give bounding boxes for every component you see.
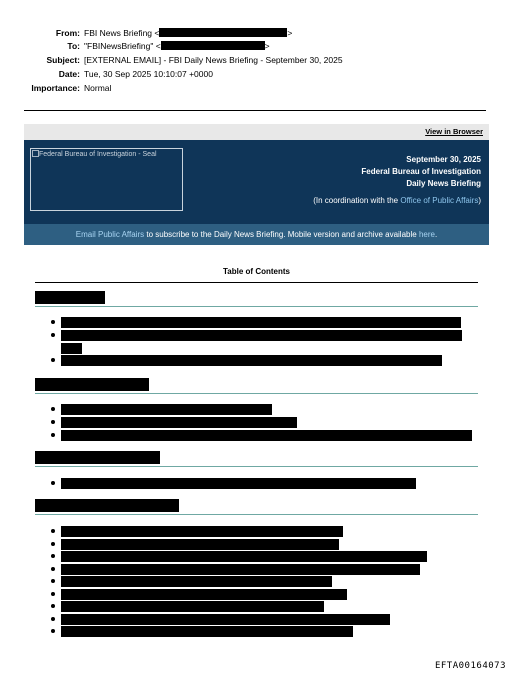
redacted-toc-item[interactable]: [61, 551, 427, 562]
toc-divider: [35, 282, 478, 283]
to-label: To:: [67, 41, 80, 51]
subscribe-bar: [24, 224, 489, 245]
subject-value: [EXTERNAL EMAIL] - FBI Daily News Briefing - September 30, 2025: [84, 55, 343, 65]
bullet-icon: [51, 320, 55, 324]
bullet-icon: [51, 604, 55, 608]
section-divider: [35, 466, 478, 467]
bullet-icon: [51, 433, 55, 437]
bullet-icon: [51, 358, 55, 362]
from-label: From:: [55, 28, 80, 38]
bullet-icon: [51, 567, 55, 571]
section-divider: [35, 514, 478, 515]
to-close: >: [264, 41, 270, 51]
bullet-icon: [51, 629, 55, 633]
bullet-icon: [51, 420, 55, 424]
redacted-toc-item[interactable]: [61, 564, 420, 575]
redacted-toc-item[interactable]: [61, 614, 390, 625]
redacted-toc-item[interactable]: [61, 626, 353, 637]
redacted-toc-item[interactable]: [61, 430, 472, 441]
bullet-icon: [51, 592, 55, 596]
redacted-toc-item[interactable]: [61, 355, 442, 366]
redacted-section-heading: [35, 378, 149, 391]
subscribe-end: .: [434, 230, 438, 239]
redaction-block: [161, 41, 265, 50]
importance-value: Normal: [84, 83, 112, 93]
redaction-block: [159, 28, 287, 37]
briefing-banner: [24, 140, 489, 224]
banner-coordination: [313, 196, 481, 205]
redacted-toc-item[interactable]: [61, 478, 416, 489]
date-value: Tue, 30 Sep 2025 10:10:07 +0000: [84, 69, 213, 79]
coord-suffix: ): [478, 196, 481, 205]
banner-date: September 30, 2025: [406, 155, 481, 164]
redacted-section-heading: [35, 499, 179, 512]
document-id: EFTA00164073: [434, 661, 506, 671]
redacted-toc-item[interactable]: [61, 589, 347, 600]
toc-title: Table of Contents: [223, 267, 290, 276]
bullet-icon: [51, 542, 55, 546]
banner-briefing: Daily News Briefing: [406, 179, 481, 188]
redacted-section-heading: [35, 291, 105, 304]
fbi-seal-image: [30, 148, 183, 211]
bullet-icon: [51, 617, 55, 621]
redacted-toc-item[interactable]: [61, 330, 462, 341]
redacted-toc-item[interactable]: [61, 404, 272, 415]
view-in-browser-bar: [24, 124, 489, 140]
view-in-browser-link[interactable]: View in Browser: [425, 127, 483, 136]
bullet-icon: [51, 481, 55, 485]
bullet-icon: [51, 554, 55, 558]
office-public-affairs-link[interactable]: Office of Public Affairs: [400, 196, 479, 205]
header-divider: [24, 110, 486, 111]
bullet-icon: [51, 529, 55, 533]
broken-image-icon: [32, 150, 172, 159]
redacted-toc-item[interactable]: [61, 601, 324, 612]
coord-prefix: (In coordination with the: [313, 196, 401, 205]
banner-org: Federal Bureau of Investigation: [361, 167, 481, 176]
redacted-toc-item-wrap: [61, 343, 82, 354]
subject-label: Subject:: [46, 55, 80, 65]
redacted-section-heading: [35, 451, 160, 464]
importance-label: Importance:: [31, 83, 80, 93]
bullet-icon: [51, 407, 55, 411]
date-label: Date:: [58, 69, 80, 79]
archive-here-link[interactable]: here: [418, 230, 435, 239]
bullet-icon: [51, 333, 55, 337]
redacted-toc-item[interactable]: [61, 576, 332, 587]
redacted-toc-item[interactable]: [61, 526, 343, 537]
from-value: FBI News Briefing <: [84, 28, 160, 38]
redacted-toc-item[interactable]: [61, 317, 461, 328]
from-close: >: [287, 28, 293, 38]
section-divider: [35, 393, 478, 394]
redacted-toc-item[interactable]: [61, 417, 297, 428]
to-value: "FBINewsBriefing" <: [84, 41, 161, 51]
subscribe-text: to subscribe to the Daily News Briefing. Mobile version and archive available: [144, 230, 419, 239]
redacted-toc-item[interactable]: [61, 539, 339, 550]
section-divider: [35, 306, 478, 307]
seal-alt-text: Federal Bureau of Investigation - Seal: [39, 151, 157, 158]
email-public-affairs-link[interactable]: Email Public Affairs: [75, 230, 145, 239]
bullet-icon: [51, 579, 55, 583]
